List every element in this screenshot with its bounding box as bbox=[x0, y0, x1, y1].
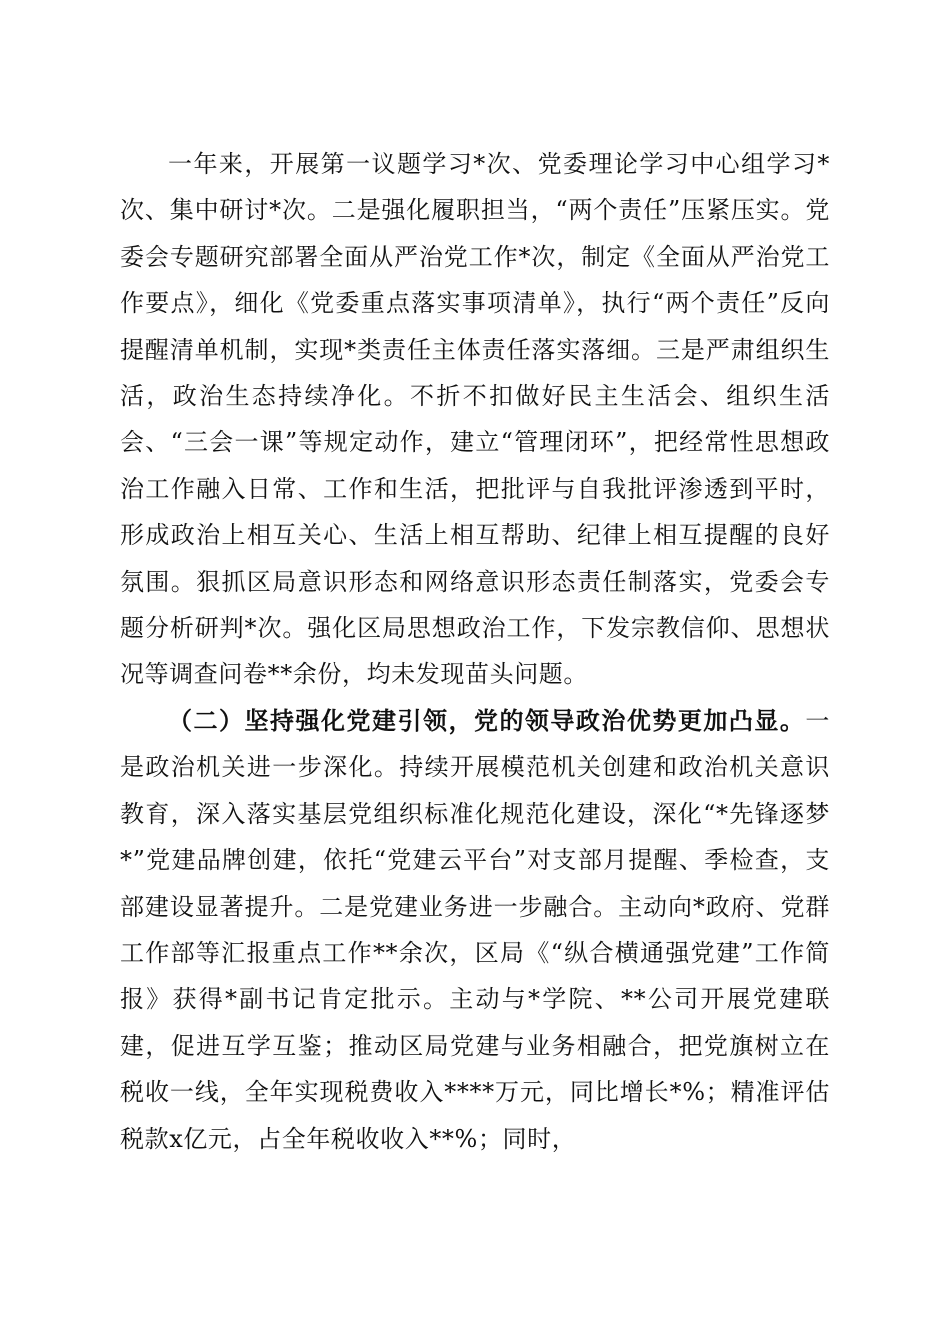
document-body bbox=[120, 141, 830, 1162]
section-heading: （二）坚持强化党建引领，党的领导政治优势更加凸显。 bbox=[168, 705, 806, 735]
paragraph-1: 一年来，开展第一议题学习*次、党委理论学习中心组学习*次、集中研讨*次。二是强化履职担当，“两个责任”压紧压实。党委会专题研究部署全面从严治党工作*次，制定《全面从严治党工作要点》，细化《党委重点落实事项清单》，执行“两个责任”反向提醒清单机制，实现*类责任主体责任落实落细。三是严肃组织生活，政治生态持续净化。不折不扣做好民主生活会、组织生活会、“三会一课”等规定动作，建立“管理闭环”，把经常性思想政治工作融入日常、工作和生活，把批评与自我批评渗透到平时，形成政治上相互关心、生活上相互帮助、纪律上相互提醒的良好氛围。狠抓区局意识形态和网络意识形态责任制落实，党委会专题分析研判*次。强化区局思想政治工作，下发宗教信仰、思想状况等调查问卷**余份，均未发现苗头问题。 bbox=[120, 150, 830, 689]
paragraph-2-body: 一是政治机关进一步深化。持续开展模范机关创建和政治机关意识教育，深入落实基层党组织标准化规范化建设，深化“*先锋逐梦*”党建品牌创建，依托“党建云平台”对支部月提醒、季检查，支部建设显著提升。二是党建业务进一步融合。主动向*政府、党群工作部等汇报重点工作**余次，区局《“纵合横通强党建”工作简报》获得*副书记肯定批示。主动与*学院、**公司开展党建联建，促进互学互鉴；推动区局党建与业务相融合，把党旗树立在税收一线，全年实现税费收入****万元，同比增长*%；精准评估税款x亿元，占全年税收收入**%；同时， bbox=[120, 706, 830, 1153]
paragraph-2 bbox=[120, 698, 830, 1162]
